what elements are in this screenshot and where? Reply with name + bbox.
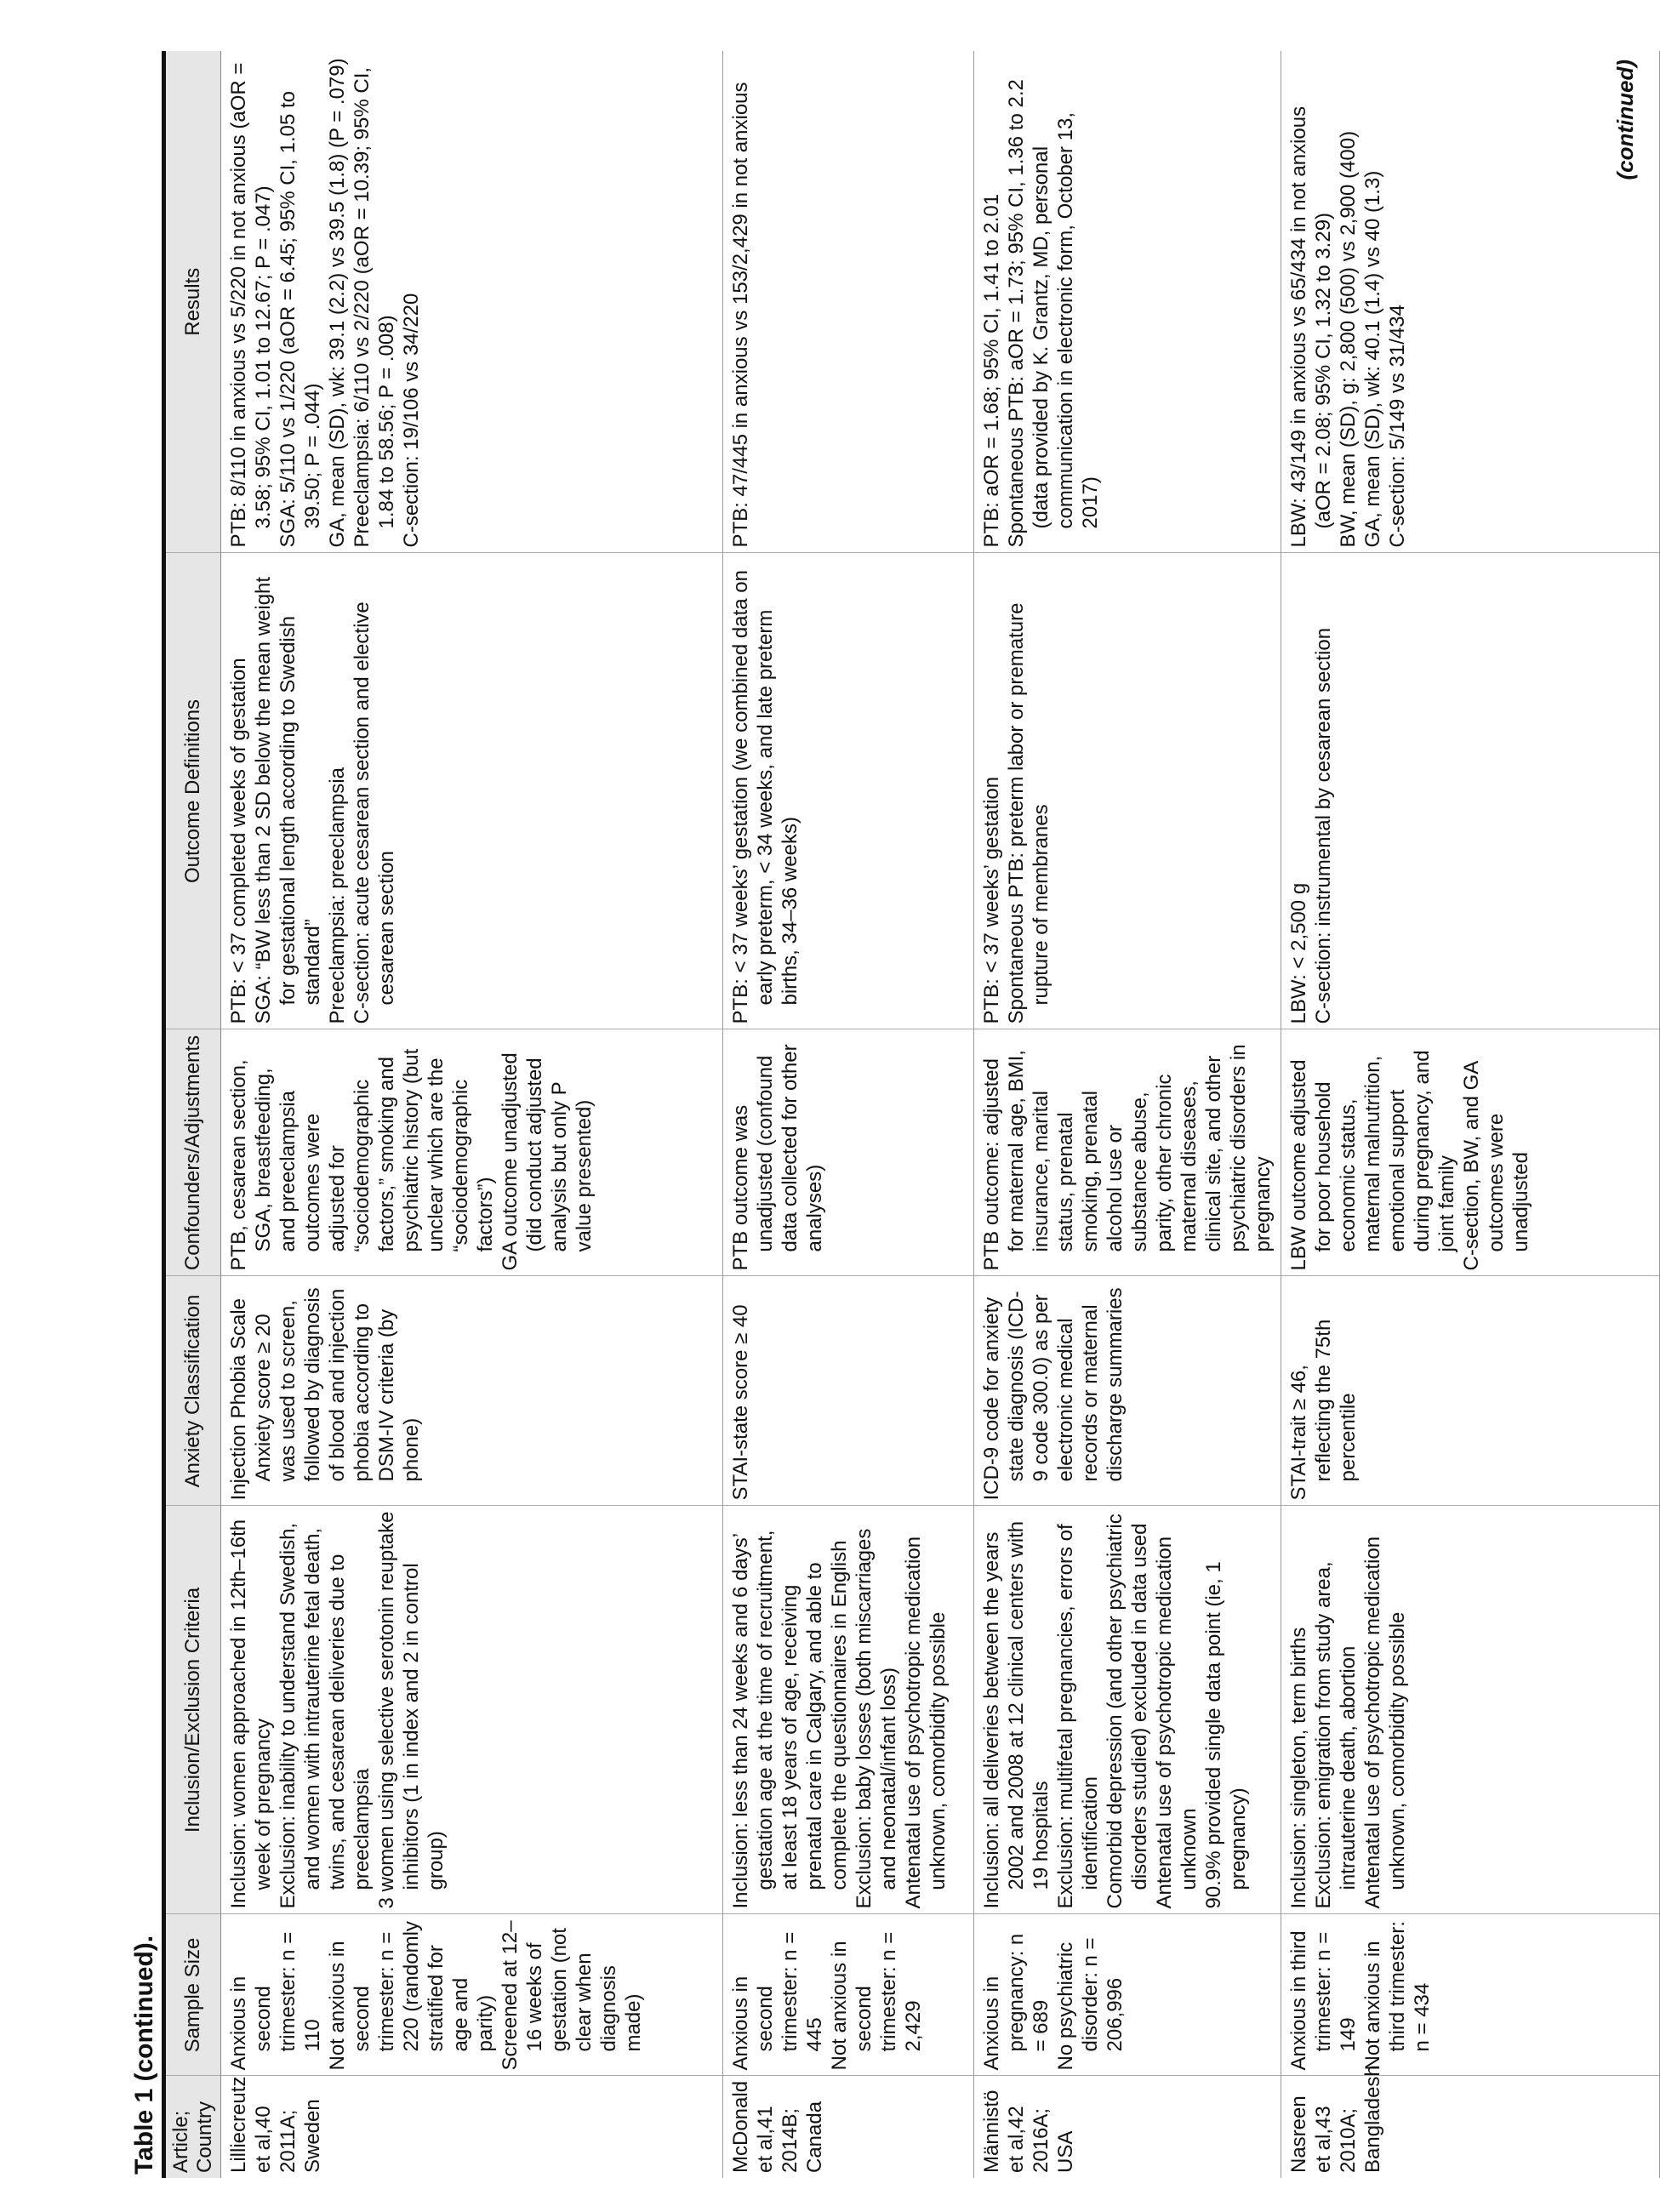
- cell-line: 90.9% provided single data point (ie, 1 pregnancy): [1202, 1561, 1250, 1909]
- cell-line: PTB, cesarean section, SGA, breastfeeding, and preeclampsia outcomes were adjusted for “sociodemographic factors,” smoking and psychiatric history (but unclear which are the “sociodemographic factors”): [227, 1048, 497, 1271]
- cell-line: SGA: “BW less than 2 SD below the mean weight for gestational length according to Swedish standard”: [252, 576, 324, 1024]
- cell-confounders: [1281, 1029, 1660, 1276]
- cell-line: Anxious in second trimester: n = 110: [227, 1931, 324, 2071]
- cell-line: SGA: 5/110 vs 1/220 (aOR = 6.45; 95% CI, 1.05 to 39.50; P = .044): [277, 90, 324, 548]
- cell-line: PTB: 47/445 in anxious vs 153/2,429 in not anxious: [729, 82, 752, 548]
- cell-line: Exclusion: multifetal pregnancies, errors of identification: [1054, 1524, 1102, 1909]
- cell-line: 2010A; Bangladesh: [1337, 2065, 1384, 2173]
- cell-line: PTB: 8/110 in anxious vs 5/220 in not anxious (aOR = 3.58; 95% CI, 1.01 to 12.67; P = .047): [227, 62, 275, 548]
- cell-outcomes: [723, 553, 974, 1029]
- cell-line: C-section: 19/106 vs 34/220: [400, 293, 423, 548]
- cell-line: Antenatal use of psychotropic medication unknown, comorbidity possible: [1361, 1536, 1409, 1909]
- column-header: Article; Country: [166, 2076, 221, 2178]
- cell-line: Preeclampsia: 6/110 vs 2/220 (aOR = 10.39; 95% CI, 1.84 to 58.56; P = .008): [351, 66, 398, 548]
- cell-line: Spontaneous PTB: aOR = 1.73; 95% CI, 1.36 to 2.2 (data provided by K. Grantz, MD, personal communication in electronic form, October 13, 2017): [1005, 79, 1102, 548]
- cell-line: Exclusion: baby losses (both miscarriages and neonatal/infant loss): [853, 1528, 900, 1909]
- column-header: Anxiety Classification: [166, 1276, 221, 1506]
- cell-confounders: [723, 1029, 974, 1276]
- cell-line: 2011A; Sweden: [277, 2099, 324, 2173]
- cell-line: Spontaneous PTB: preterm labor or premature rupture of membranes: [1005, 602, 1052, 1024]
- cell-anxiety: [974, 1276, 1281, 1506]
- cell-results: [974, 51, 1281, 553]
- cell-criteria: [974, 1506, 1281, 1914]
- cell-line: Inclusion: women approached in 12th–16th week of pregnancy: [227, 1519, 275, 1909]
- cell-line: Inclusion: singleton, term births: [1287, 1627, 1310, 1909]
- cell-outcomes: [1281, 553, 1660, 1029]
- column-header: Sample Size: [166, 1914, 221, 2076]
- cell-line: Not anxious in third trimester: n = 434: [1361, 1921, 1434, 2071]
- cell-line: Injection Phobia Scale Anxiety score ≥ 20 was used to screen, followed by diagnosis of blood and injection phobia according to DSM-IV criteria (by phone): [227, 1287, 423, 1501]
- column-header: Outcome Definitions: [166, 553, 221, 1029]
- cell-line: C-section: instrumental by cesarean section: [1312, 627, 1335, 1024]
- cell-line: GA, mean (SD), wk: 40.1 (1.4) vs 40 (1.3): [1361, 170, 1384, 548]
- cell-confounders: [974, 1029, 1281, 1276]
- cell-line: Inclusion: all deliveries between the years 2002 and 2008 at 12 clinical centers with 19 hospitals: [980, 1520, 1052, 1909]
- cell-results: [1281, 51, 1660, 553]
- table-header-row: [166, 51, 221, 2178]
- cell-line: PTB: < 37 weeks’ gestation (we combined data on early preterm, < 34 weeks, and late preterm births, 34–36 weeks): [729, 570, 801, 1024]
- cell-article: [723, 2076, 974, 2178]
- cell-line: C-section: 5/149 vs 31/434: [1386, 304, 1409, 548]
- cell-line: LBW: 43/149 in anxious vs 65/434 in not anxious (aOR = 2.08; 95% CI, 1.32 to 3.29): [1287, 105, 1335, 548]
- cell-line: PTB: < 37 completed weeks of gestation: [227, 658, 250, 1024]
- cell-results: [221, 51, 723, 553]
- cell-line: 2014B; Canada: [779, 2101, 826, 2173]
- cell-line: Männistö et al,42: [980, 2089, 1028, 2173]
- results-table: [166, 51, 1660, 2178]
- cell-sample: [1281, 1914, 1660, 2076]
- cell-line: McDonald et al,41: [729, 2080, 777, 2173]
- cell-outcomes: [221, 553, 723, 1029]
- cell-sample: [221, 1914, 723, 2076]
- cell-line: C-section, BW, and GA outcomes were unadjusted: [1460, 1062, 1532, 1271]
- cell-line: 2016A; USA: [1030, 2107, 1077, 2173]
- cell-line: PTB: aOR = 1.68; 95% CI, 1.41 to 2.01: [980, 193, 1003, 548]
- cell-criteria: [1281, 1506, 1660, 1914]
- cell-line: C-section: acute cesarean section and elective cesarean section: [351, 601, 398, 1024]
- cell-article: [974, 2076, 1281, 2178]
- cell-line: Inclusion: less than 24 weeks and 6 days’ gestation age at the time of recruitment, at least 18 years of age, receiving prenatal care in Calgary, and able to complete the questionnaires in English: [729, 1530, 851, 1909]
- cell-outcomes: [974, 553, 1281, 1029]
- cell-line: PTB outcome: adjusted for maternal age, BMI, insurance, marital status, prenatal smoking, prenatal alcohol use or substance abuse, parity, other chronic maternal diseases, clinical site, and other psychiatric disorders in pregnancy: [980, 1044, 1275, 1271]
- cell-line: Nasreen et al,43: [1287, 2095, 1335, 2173]
- cell-sample: [723, 1914, 974, 2076]
- cell-line: Exclusion: emigration from study area, intrauterine death, abortion: [1312, 1561, 1360, 1909]
- cell-anxiety: [221, 1276, 723, 1506]
- cell-line: No psychiatric disorder: n = 206,996: [1054, 1937, 1127, 2071]
- cell-criteria: [723, 1506, 974, 1914]
- cell-anxiety: [1281, 1276, 1660, 1506]
- cell-line: STAI-trait ≥ 46, reflecting the 75th percentile: [1287, 1319, 1360, 1501]
- cell-line: Preeclampsia: preeclampsia: [326, 767, 349, 1024]
- cell-article: [221, 2076, 723, 2178]
- cell-line: Antenatal use of psychotropic medication unknown: [1153, 1536, 1201, 1909]
- cell-line: Not anxious in second trimester: n = 220 (randomly stratified for age and parity): [326, 1921, 497, 2071]
- continued-label: (continued): [1612, 60, 1638, 180]
- column-header: Confounders/Adjustments: [166, 1029, 221, 1276]
- table-title: Table 1 (continued).: [128, 51, 166, 2178]
- cell-line: Screened at 12–16 weeks of gestation (not clear when diagnosis made): [499, 1920, 645, 2071]
- document: [128, 51, 1660, 2178]
- cell-line: Anxious in third trimester: n = 149: [1287, 1930, 1360, 2071]
- cell-line: GA, mean (SD), wk: 39.1 (2.2) vs 39.5 (1.8) (P = .079): [326, 58, 349, 548]
- cell-line: Comorbid depression (and other psychiatric disorders studied) excluded in data used: [1104, 1514, 1151, 1909]
- cell-line: PTB: < 37 weeks’ gestation: [980, 776, 1003, 1024]
- column-header: Inclusion/Exclusion Criteria: [166, 1506, 221, 1914]
- cell-article: [1281, 2065, 1660, 2178]
- cell-line: PTB outcome was unadjusted (confound data collected for other analyses): [729, 1044, 826, 1271]
- cell-line: GA outcome unadjusted (did conduct adjusted analysis but only P value presented): [499, 1052, 596, 1271]
- cell-line: Lilliecreutz et al,40: [227, 2076, 275, 2173]
- cell-anxiety: [723, 1276, 974, 1506]
- cell-line: LBW: < 2,500 g: [1287, 882, 1310, 1024]
- cell-line: BW, mean (SD), g: 2,800 (500) vs 2,900 (400): [1337, 130, 1360, 548]
- cell-line: ICD-9 code for anxiety state diagnosis (ICD-9 code 300.0) as per electronic medical records or maternal discharge summaries: [980, 1287, 1127, 1501]
- cell-line: Exclusion: inability to understand Swedish, and women with intrauterine fetal death, twins, and cesarean deliveries due to preeclampsia: [277, 1522, 374, 1909]
- cell-line: Anxious in pregnancy: n = 689: [980, 1933, 1052, 2071]
- cell-line: LBW outcome adjusted for poor household economic status, maternal malnutrition, emotional support during pregnancy, and joint family: [1287, 1050, 1458, 1271]
- cell-criteria: [221, 1506, 723, 1914]
- cell-sample: [974, 1914, 1281, 2076]
- column-header: Results: [166, 51, 221, 553]
- cell-line: Anxious in second trimester: n = 445: [729, 1931, 826, 2071]
- cell-results: [723, 51, 974, 553]
- cell-line: 3 women using selective serotonin reuptake inhibitors (1 in index and 2 in control group): [375, 1511, 448, 1909]
- cell-confounders: [221, 1029, 723, 1276]
- table-row: [1281, 51, 1660, 2178]
- cell-line: Not anxious in second trimester: n = 2,429: [828, 1931, 925, 2071]
- table-row: [974, 51, 1281, 2178]
- table-row: [723, 51, 974, 2178]
- cell-line: Antenatal use of psychotropic medication unknown, comorbidity possible: [902, 1536, 950, 1909]
- table-row: [221, 51, 723, 2178]
- cell-line: STAI-state score ≥ 40: [729, 1304, 752, 1501]
